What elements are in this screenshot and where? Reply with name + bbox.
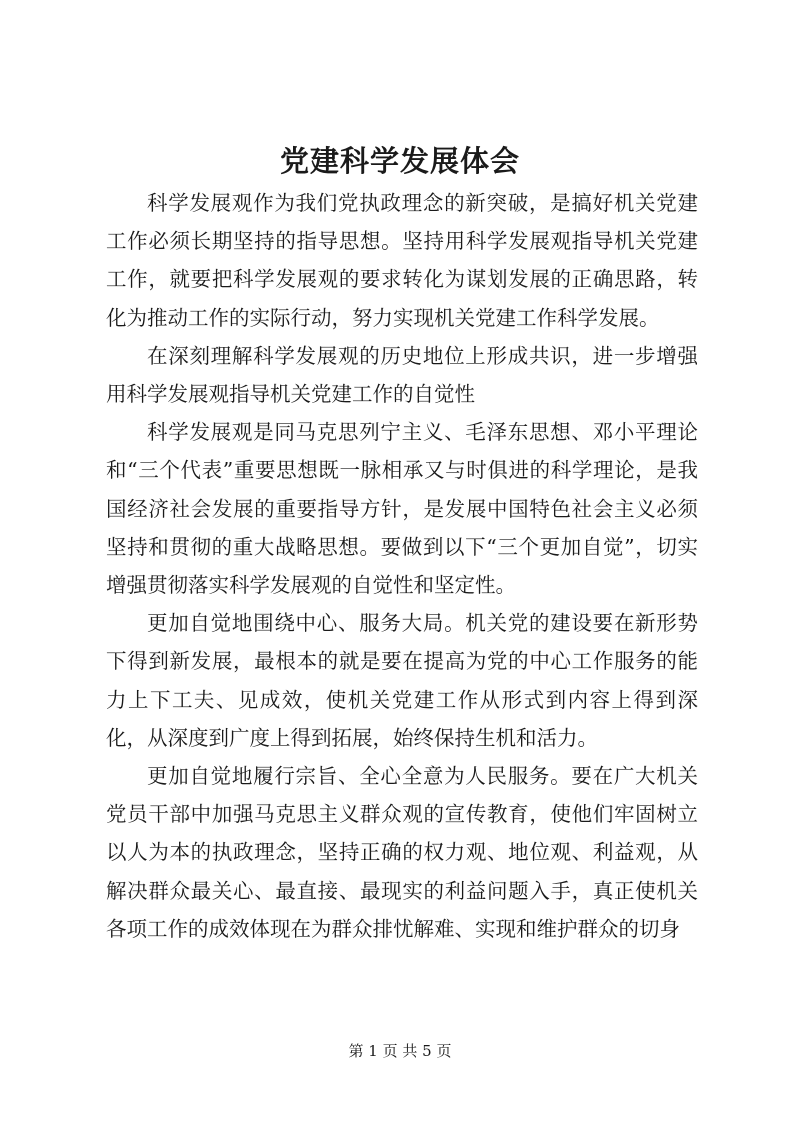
paragraph: 科学发展观是同马克思列宁主义、毛泽东思想、邓小平理论和“三个代表”重要思想既一脉相承又与时俱进的科学理论，是我国经济社会发展的重要指导方针，是发展中国特色社会主义必须坚持和贯彻的重大战略思想。要做到以下“三个更加自觉”，切实增强贯彻落实科学发展观的自觉性和坚定性。 bbox=[106, 420, 698, 598]
document-body bbox=[106, 184, 698, 948]
paragraph: 科学发展观作为我们党执政理念的新突破，是搞好机关党建工作必须长期坚持的指导思想。坚持用科学发展观指导机关党建工作，就要把科学发展观的要求转化为谋划发展的正确思路，转化为推动工作的实际行动，努力实现机关党建工作科学发展。 bbox=[106, 191, 698, 330]
paragraph: 更加自觉地围绕中心、服务大局。机关党的建设要在新形势下得到新发展，最根本的就是要在提高为党的中心工作服务的能力上下工夫、见成效，使机关党建工作从形式到内容上得到深化，从深度到广度上得到拓展，始终保持生机和活力。 bbox=[106, 611, 698, 750]
section-heading: 在深刻理解科学发展观的历史地位上形成共识，进一步增强用科学发展观指导机关党建工作的自觉性 bbox=[106, 343, 698, 407]
page-title: 党建科学发展体会 bbox=[279, 144, 520, 178]
paragraph: 更加自觉地履行宗旨、全心全意为人民服务。要在广大机关党员干部中加强马克思主义群众观的宣传教育，使他们牢固树立以人为本的执政理念，坚持正确的权力观、地位观、利益观，从解决群众最关心、最直接、最现实的利益问题入手，真正使机关各项工作的成效体现在为群众排忧解难、实现和维护群众的切身 bbox=[106, 764, 698, 941]
page-number-footer: 第 1 页 共 5 页 bbox=[348, 1042, 452, 1060]
